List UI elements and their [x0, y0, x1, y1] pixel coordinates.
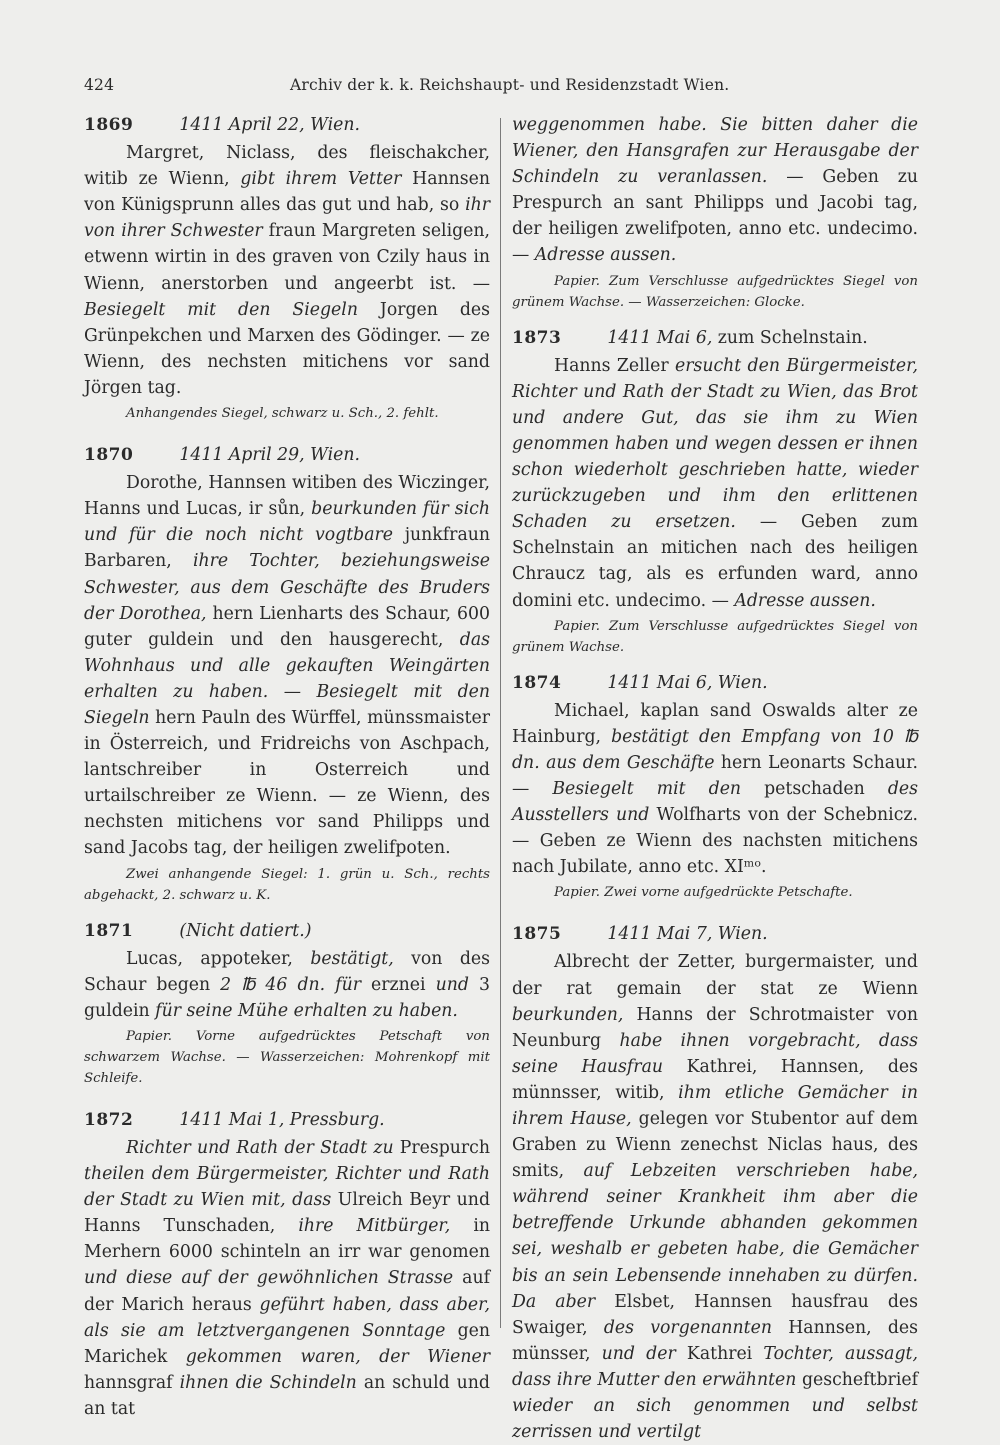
italic-text-run: des vorgenannten — [603, 1317, 772, 1338]
entry-date: 1411 Mai 7, Wien. — [607, 924, 768, 945]
italic-text-run: Besiegelt mit den — [552, 778, 742, 799]
italic-text-run: beurkunden für sich und für die noch nicht vogtbare — [84, 499, 490, 546]
entry-number: 1874 — [512, 672, 562, 693]
text-run: — Geben zum Schelnstain an mitichen nach des heiligen Chraucz tag, als es erfunden ward, anno domini etc. undecimo. — — [512, 512, 918, 611]
text-run: hern Leonarts Schaur. — — [512, 752, 918, 799]
italic-text-run: theilen dem Bürgermeister, Richter und Rath der Stadt zu Wien mit, dass — [84, 1164, 490, 1211]
text-run: petschaden — [741, 778, 888, 799]
entry-number: 1871 — [84, 920, 134, 941]
text-run: Ulreich Beyr und Hanns Tunschaden, — [84, 1190, 491, 1237]
entry-body — [84, 946, 490, 1024]
entry-note: Zwei anhangende Siegel: 1. grün u. Sch., rechts abgehackt, 2. schwarz u. K. — [84, 866, 490, 903]
italic-text-run: auf Lebzeiten verschrieben habe, während seiner Krankheit ihm aber die betreffende Urkunde abhanden gekommen sei, weshalb er gebeten habe, die Gemächer bis an sein Lebensende innehaben zu dürfen. Da aber — [512, 1161, 918, 1312]
italic-text-run: Adresse aussen. — [534, 245, 677, 266]
entry-heading — [84, 112, 490, 138]
text-run: Michael, kaplan sand Oswalds alter ze Hainburg, — [512, 700, 918, 747]
italic-text-run: wieder an sich genommen und selbst zerrissen und vertilgt — [512, 1396, 918, 1443]
italic-text-run: ihnen die Schindeln — [179, 1372, 357, 1393]
italic-text-run: Richter und Rath der Stadt zu — [126, 1138, 394, 1158]
text-run: an schuld und an tat — [84, 1372, 490, 1419]
text-run: Hanns der Schrotmaister von Neunburg — [512, 1004, 918, 1051]
text-run: Lucas, appoteker, — [126, 948, 311, 969]
entry-note: Papier. Vorne aufgedrücktes Petschaft von schwarzem Wachse. — Wasserzeichen: Mohrenkopf mit Schleife. — [84, 1028, 490, 1086]
text-run: in Merhern 6000 schinteln an irr war genomen — [84, 1216, 490, 1263]
text-run: Jorgen des Grünpekchen und Marxen des Gödinger. — ze Wienn, des nechsten mitichens vor sand Jörgen tag. — [84, 299, 491, 398]
italic-text-run: und diese auf der gewöhnlichen Strasse — [84, 1268, 454, 1289]
text-run: Margret, Niclass, des fleischakcher, witib ze Wienn, — [84, 143, 490, 190]
entry-body — [512, 698, 918, 881]
italic-text-run: und der — [601, 1343, 676, 1364]
italic-text-run: Adresse aussen. — [734, 590, 876, 611]
entry-heading — [512, 921, 918, 947]
text-run: gelegen vor Stubentor auf dem Graben zu Wienn zenechst Niclas haus, des smits, — [512, 1109, 918, 1182]
text-run: hannsgraf — [84, 1372, 180, 1393]
italic-text-run: habe ihnen vorgebracht, dass seine Hausfrau — [512, 1030, 918, 1077]
entry-note: Papier. Zwei vorne aufgedrückte Petschafte. — [554, 885, 853, 901]
entry-body — [84, 1135, 490, 1422]
entry-body — [84, 140, 490, 401]
entry-date: 1411 April 22, Wien. — [179, 115, 360, 135]
text-run: junkfraun Barbaren, — [84, 525, 491, 572]
text-run: 3 guldein — [84, 974, 490, 1021]
text-run: Albrecht der Zetter, burgermaister, und der rat gemain der stat ze Wienn — [512, 952, 918, 999]
text-run: Hannsen, des münsser, — [512, 1317, 918, 1364]
entry-note: Anhangendes Siegel, schwarz u. Sch., 2. fehlt. — [126, 406, 439, 422]
text-run: Prespurch — [393, 1138, 490, 1158]
entry-number: 1869 — [84, 115, 134, 135]
text-run: Dorothe, Hannsen witiben des Wiczinger, Hanns und Lucas, ir sůn, — [84, 473, 490, 520]
text-run: — Geben zu Prespurch an sant Philipps und Jacobi tag, der heiligen zwelifpoten, anno etc. undecimo. — — [512, 167, 918, 266]
text-run: Kathrei — [675, 1343, 764, 1364]
italic-text-run: geführt haben, dass aber, als sie am letztvergangenen Sonntage — [84, 1294, 491, 1341]
text-run: auf der Marich heraus — [84, 1268, 490, 1315]
entry-heading — [512, 670, 918, 696]
entry-number: 1872 — [84, 1109, 134, 1130]
italic-text-run: beurkunden, — [512, 1004, 624, 1025]
text-run: Elsbet, Hannsen hausfrau des Swaiger, — [512, 1291, 918, 1338]
running-head: Archiv der k. k. Reichshaupt- und Residenzstadt Wien. — [290, 76, 730, 94]
text-run: Wolfharts von der Schebnicz. — Geben ze Wienn des nachsten mitichens nach Jubilate, anno etc. XIᵐᵒ. — [512, 805, 918, 878]
text-run: erznei — [361, 974, 436, 995]
text-run: fraun Margreten seligen, etwenn wirtin in des graven von Czily haus in Wienn, anerstorben und angeerbt ist. — — [84, 221, 491, 294]
text-run: hern Lienharts des Schaur, 600 guter guldein und den hausgerecht, — [84, 603, 490, 650]
text-run: Hanns Zeller — [554, 355, 675, 376]
entry-continuation — [512, 112, 918, 269]
italic-text-run: Tochter, aussagt, dass ihre Mutter den erwähnten — [512, 1343, 918, 1390]
italic-text-run: für seine Mühe erhalten zu haben. — [155, 1000, 458, 1021]
italic-text-run: und — [435, 974, 469, 995]
italic-text-run: weggenommen habe. Sie bitten daher die Wiener, den Hansgrafen zur Herausgabe der Schindeln zu veranlassen. — [512, 115, 918, 188]
text-run: hern Pauln des Würffel, münssmaister in Österreich, und Fridreichs von Aschpach, lantschreiber in Osterreich und urtailschreiber ze Wienn. — ze Wienn, des nechsten mitichens vor sand Philipps und sand Jacobs tag, der heiligen zwelifpoten. — [84, 707, 490, 859]
entry-date: 1411 Mai 1, Pressburg. — [179, 1109, 385, 1130]
entry-date: 1411 April 29, Wien. — [179, 445, 360, 466]
italic-text-run: das Wohnhaus und alle gekauften Weingärten erhalten zu haben. — Besiegelt mit den Siegeln — [84, 629, 490, 728]
entry-body — [84, 470, 490, 861]
left-column — [84, 112, 490, 1422]
entry-date: 1411 Mai 6, Wien. — [607, 672, 768, 693]
entry-note: Papier. Zum Verschlusse aufgedrücktes Siegel von grünem Wachse. — Wasserzeichen: Glocke. — [512, 273, 918, 310]
entry-body — [512, 949, 918, 1445]
italic-text-run: des Ausstellers und — [512, 778, 918, 826]
text-run: Hannsen von Künigsprunn alles das gut und hab, so — [84, 169, 490, 216]
italic-text-run: Besiegelt mit den Siegeln — [84, 299, 358, 320]
text-run: gen Marichek — [84, 1320, 490, 1367]
italic-text-run: 2 ℔ 46 dn. für — [220, 974, 361, 995]
page-header — [84, 70, 914, 100]
entry-place: zum Schelnstain. — [712, 327, 868, 348]
italic-text-run: ersucht den Bürgermeister, Richter und Rath der Stadt zu Wien, das Brot und andere Gut, das sie ihm zu Wien genommen haben und wegen dessen er ihnen schon wiederholt geschrieben hatte, wieder zurückzugeben und ihm den erlittenen Schaden zu ersetzen. — [512, 355, 918, 533]
entry-heading — [84, 442, 490, 468]
italic-text-run: ihre Tochter, beziehungsweise Schwester, aus dem Geschäfte des Bruders der Dorothea, — [84, 551, 490, 624]
entry-heading — [84, 1107, 490, 1133]
entry-date: 1411 Mai 6, — [607, 327, 713, 348]
entry-number: 1870 — [84, 445, 134, 466]
italic-text-run: ihm etliche Gemächer in ihrem Hause, — [512, 1082, 918, 1129]
entry-number: 1875 — [512, 924, 562, 945]
entry-heading — [512, 325, 918, 351]
entry-note: Papier. Zum Verschlusse aufgedrücktes Siegel von grünem Wachse. — [512, 618, 918, 655]
text-run: gescheftbrief — [796, 1369, 918, 1390]
entry-body — [512, 353, 918, 614]
entry-number: 1873 — [512, 327, 562, 348]
italic-text-run: bestätigt, — [310, 948, 394, 969]
italic-text-run: gekommen waren, der Wiener — [185, 1346, 490, 1367]
italic-text-run: gibt ihrem Vetter — [240, 169, 402, 190]
text-run: Kathrei, Hannsen, des münnsser, witib, — [512, 1056, 918, 1103]
italic-text-run: ihr von ihrer Schwester — [84, 195, 490, 242]
entry-heading — [84, 918, 490, 944]
column-divider — [500, 118, 501, 1328]
text-run: von des Schaur begen — [84, 948, 490, 995]
entry-date: (Nicht datiert.) — [179, 920, 312, 941]
italic-text-run: ihre Mitbürger, — [298, 1216, 451, 1237]
italic-text-run: bestätigt den Empfang von 10 ℔ dn. aus dem Geschäfte — [512, 726, 918, 773]
right-column — [512, 112, 918, 1445]
page-number: 424 — [84, 76, 115, 94]
